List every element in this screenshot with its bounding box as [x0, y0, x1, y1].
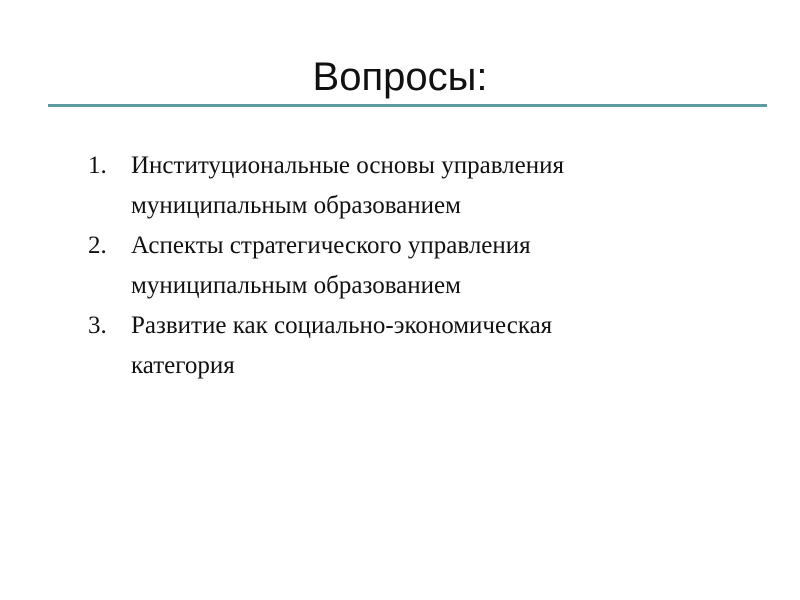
- questions-list: [88, 146, 748, 386]
- title-divider: [48, 104, 767, 107]
- list-item-number: 3.: [88, 312, 107, 339]
- list-item-number: 1.: [88, 152, 107, 179]
- slide-title: Вопросы:: [312, 55, 488, 99]
- list-item-1: [88, 146, 748, 226]
- list-item-text: Аспекты стратегического управления муниципальным образованием: [131, 232, 531, 299]
- list-item-text: Развитие как социально-экономическая категория: [131, 312, 553, 379]
- list-item-2: [88, 226, 748, 306]
- list-item-3: [88, 306, 748, 386]
- list-item-number: 2.: [88, 232, 107, 259]
- list-item-text: Институциональные основы управления муниципальным образованием: [131, 152, 565, 219]
